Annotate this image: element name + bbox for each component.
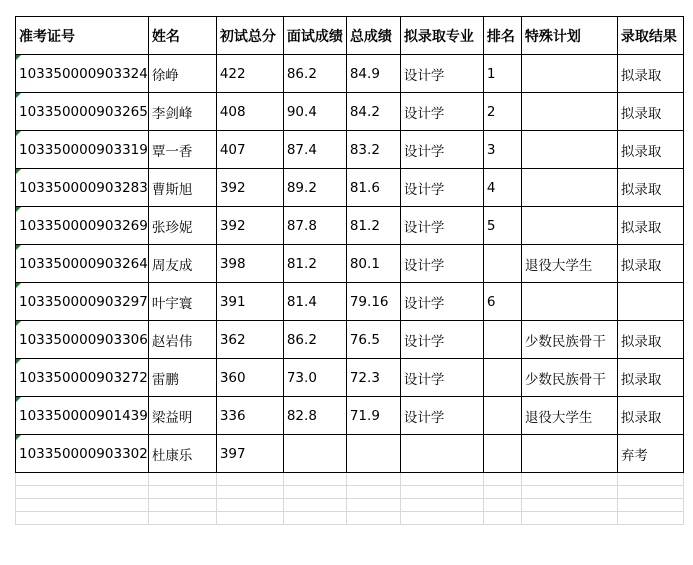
table-row xyxy=(16,435,684,473)
rank-cell[interactable] xyxy=(483,245,521,283)
header-total-score[interactable]: 总成绩 xyxy=(346,17,400,55)
interview-score-cell[interactable]: 81.4 xyxy=(283,283,346,321)
empty-cell[interactable] xyxy=(521,486,617,499)
rank-cell[interactable]: 4 xyxy=(483,169,521,207)
initial-score-cell[interactable]: 360 xyxy=(216,359,283,397)
table-row xyxy=(16,169,684,207)
empty-cell[interactable] xyxy=(283,512,346,525)
name-cell[interactable]: 杜康乐 xyxy=(148,435,216,473)
name-cell[interactable]: 徐峥 xyxy=(148,55,216,93)
interview-score-cell[interactable]: 87.4 xyxy=(283,131,346,169)
name-cell[interactable]: 张珍妮 xyxy=(148,207,216,245)
empty-cell[interactable] xyxy=(148,473,216,486)
exam-id-cell[interactable]: 103350000901439 xyxy=(16,397,149,435)
header-initial-score[interactable]: 初试总分 xyxy=(216,17,283,55)
initial-score-cell[interactable]: 392 xyxy=(216,207,283,245)
result-cell[interactable]: 拟录取 xyxy=(617,169,683,207)
special-plan-cell[interactable]: 少数民族骨干 xyxy=(521,321,617,359)
initial-score-cell[interactable]: 422 xyxy=(216,55,283,93)
interview-score-cell[interactable]: 82.8 xyxy=(283,397,346,435)
empty-cell[interactable] xyxy=(346,473,400,486)
special-plan-cell[interactable] xyxy=(521,435,617,473)
total-score-cell[interactable]: 83.2 xyxy=(346,131,400,169)
initial-score-cell[interactable]: 407 xyxy=(216,131,283,169)
table-row xyxy=(16,283,684,321)
exam-id-cell[interactable]: 103350000903272 xyxy=(16,359,149,397)
major-cell[interactable]: 设计学 xyxy=(400,283,483,321)
table-row xyxy=(16,397,684,435)
rank-cell[interactable] xyxy=(483,359,521,397)
header-rank[interactable]: 排名 xyxy=(483,17,521,55)
interview-score-cell[interactable]: 87.8 xyxy=(283,207,346,245)
result-cell[interactable]: 拟录取 xyxy=(617,321,683,359)
empty-cell[interactable] xyxy=(283,473,346,486)
empty-row xyxy=(16,499,684,512)
initial-score-cell[interactable]: 397 xyxy=(216,435,283,473)
initial-score-cell[interactable]: 391 xyxy=(216,283,283,321)
total-score-cell[interactable]: 81.6 xyxy=(346,169,400,207)
empty-cell[interactable] xyxy=(617,486,683,499)
major-cell[interactable]: 设计学 xyxy=(400,321,483,359)
exam-id-cell[interactable]: 103350000903319 xyxy=(16,131,149,169)
table-row xyxy=(16,55,684,93)
total-score-cell[interactable]: 81.2 xyxy=(346,207,400,245)
rank-cell[interactable]: 2 xyxy=(483,93,521,131)
table-row xyxy=(16,321,684,359)
header-interview-score[interactable]: 面试成绩 xyxy=(283,17,346,55)
special-plan-cell[interactable] xyxy=(521,131,617,169)
initial-score-cell[interactable]: 408 xyxy=(216,93,283,131)
exam-id-cell[interactable]: 103350000903324 xyxy=(16,55,149,93)
interview-score-cell[interactable]: 73.0 xyxy=(283,359,346,397)
empty-cell[interactable] xyxy=(16,499,149,512)
table-row xyxy=(16,93,684,131)
special-plan-cell[interactable] xyxy=(521,169,617,207)
empty-cell[interactable] xyxy=(521,473,617,486)
header-exam-id[interactable]: 准考证号 xyxy=(16,17,149,55)
major-cell[interactable]: 设计学 xyxy=(400,131,483,169)
major-cell[interactable]: 设计学 xyxy=(400,397,483,435)
rank-cell[interactable]: 1 xyxy=(483,55,521,93)
special-plan-cell[interactable]: 退役大学生 xyxy=(521,397,617,435)
result-cell[interactable]: 拟录取 xyxy=(617,55,683,93)
exam-id-cell[interactable]: 103350000903283 xyxy=(16,169,149,207)
name-cell[interactable]: 周友成 xyxy=(148,245,216,283)
table-row xyxy=(16,359,684,397)
empty-cell[interactable] xyxy=(521,499,617,512)
table-row xyxy=(16,131,684,169)
empty-cell[interactable] xyxy=(483,473,521,486)
result-cell[interactable]: 拟录取 xyxy=(617,397,683,435)
interview-score-cell[interactable]: 86.2 xyxy=(283,321,346,359)
exam-id-cell[interactable]: 103350000903302 xyxy=(16,435,149,473)
empty-row xyxy=(16,486,684,499)
special-plan-cell[interactable] xyxy=(521,283,617,321)
result-cell[interactable]: 拟录取 xyxy=(617,245,683,283)
empty-cell[interactable] xyxy=(617,512,683,525)
empty-cell[interactable] xyxy=(346,512,400,525)
empty-cell[interactable] xyxy=(216,486,283,499)
exam-id-cell[interactable]: 103350000903306 xyxy=(16,321,149,359)
empty-cell[interactable] xyxy=(16,512,149,525)
special-plan-cell[interactable]: 少数民族骨干 xyxy=(521,359,617,397)
major-cell[interactable]: 设计学 xyxy=(400,359,483,397)
empty-cell[interactable] xyxy=(400,499,483,512)
rank-cell[interactable] xyxy=(483,435,521,473)
empty-row xyxy=(16,473,684,486)
result-cell[interactable]: 拟录取 xyxy=(617,359,683,397)
empty-cell[interactable] xyxy=(400,473,483,486)
name-cell[interactable]: 雷鹏 xyxy=(148,359,216,397)
exam-id-cell[interactable]: 103350000903265 xyxy=(16,93,149,131)
empty-cell[interactable] xyxy=(216,473,283,486)
major-cell[interactable]: 设计学 xyxy=(400,93,483,131)
initial-score-cell[interactable]: 392 xyxy=(216,169,283,207)
total-score-cell[interactable]: 71.9 xyxy=(346,397,400,435)
empty-cell[interactable] xyxy=(216,512,283,525)
initial-score-cell[interactable]: 362 xyxy=(216,321,283,359)
name-cell[interactable]: 曹斯旭 xyxy=(148,169,216,207)
result-cell[interactable]: 拟录取 xyxy=(617,131,683,169)
interview-score-cell[interactable]: 89.2 xyxy=(283,169,346,207)
total-score-cell[interactable]: 76.5 xyxy=(346,321,400,359)
empty-cell[interactable] xyxy=(148,512,216,525)
table-row xyxy=(16,207,684,245)
interview-score-cell[interactable] xyxy=(283,435,346,473)
empty-cell[interactable] xyxy=(148,486,216,499)
total-score-cell[interactable]: 84.9 xyxy=(346,55,400,93)
major-cell[interactable]: 设计学 xyxy=(400,169,483,207)
exam-id-cell[interactable]: 103350000903269 xyxy=(16,207,149,245)
name-cell[interactable]: 梁益明 xyxy=(148,397,216,435)
name-cell[interactable]: 叶宇寰 xyxy=(148,283,216,321)
interview-score-cell[interactable]: 81.2 xyxy=(283,245,346,283)
empty-cell[interactable] xyxy=(216,499,283,512)
empty-cell[interactable] xyxy=(148,499,216,512)
empty-cell[interactable] xyxy=(283,486,346,499)
result-cell[interactable]: 拟录取 xyxy=(617,207,683,245)
name-cell[interactable]: 赵岩伟 xyxy=(148,321,216,359)
empty-cell[interactable] xyxy=(400,512,483,525)
header-result[interactable]: 录取结果 xyxy=(617,17,683,55)
name-cell[interactable]: 覃一香 xyxy=(148,131,216,169)
rank-cell[interactable]: 6 xyxy=(483,283,521,321)
header-major[interactable]: 拟录取专业 xyxy=(400,17,483,55)
major-cell[interactable]: 设计学 xyxy=(400,245,483,283)
empty-cell[interactable] xyxy=(617,499,683,512)
special-plan-cell[interactable] xyxy=(521,93,617,131)
total-score-cell[interactable]: 80.1 xyxy=(346,245,400,283)
major-cell[interactable]: 设计学 xyxy=(400,55,483,93)
special-plan-cell[interactable]: 退役大学生 xyxy=(521,245,617,283)
rank-cell[interactable] xyxy=(483,321,521,359)
result-cell[interactable] xyxy=(617,283,683,321)
result-cell[interactable]: 弃考 xyxy=(617,435,683,473)
empty-row xyxy=(16,512,684,525)
empty-cell[interactable] xyxy=(16,486,149,499)
header-row xyxy=(16,17,684,55)
initial-score-cell[interactable]: 336 xyxy=(216,397,283,435)
empty-cell[interactable] xyxy=(283,499,346,512)
result-cell[interactable]: 拟录取 xyxy=(617,93,683,131)
name-cell[interactable]: 李剑峰 xyxy=(148,93,216,131)
empty-cell[interactable] xyxy=(521,512,617,525)
empty-cell[interactable] xyxy=(400,486,483,499)
total-score-cell[interactable] xyxy=(346,435,400,473)
rank-cell[interactable] xyxy=(483,397,521,435)
empty-cell[interactable] xyxy=(346,486,400,499)
special-plan-cell[interactable] xyxy=(521,207,617,245)
admission-table xyxy=(15,16,684,525)
empty-cell[interactable] xyxy=(483,499,521,512)
interview-score-cell[interactable]: 86.2 xyxy=(283,55,346,93)
major-cell[interactable]: 设计学 xyxy=(400,207,483,245)
special-plan-cell[interactable] xyxy=(521,55,617,93)
header-name[interactable]: 姓名 xyxy=(148,17,216,55)
empty-cell[interactable] xyxy=(346,499,400,512)
header-special-plan[interactable]: 特殊计划 xyxy=(521,17,617,55)
total-score-cell[interactable]: 79.16 xyxy=(346,283,400,321)
table-row xyxy=(16,245,684,283)
rank-cell[interactable]: 5 xyxy=(483,207,521,245)
initial-score-cell[interactable]: 398 xyxy=(216,245,283,283)
empty-cell[interactable] xyxy=(617,473,683,486)
empty-cell[interactable] xyxy=(483,486,521,499)
total-score-cell[interactable]: 72.3 xyxy=(346,359,400,397)
exam-id-cell[interactable]: 103350000903297 xyxy=(16,283,149,321)
empty-cell[interactable] xyxy=(16,473,149,486)
interview-score-cell[interactable]: 90.4 xyxy=(283,93,346,131)
empty-cell[interactable] xyxy=(483,512,521,525)
exam-id-cell[interactable]: 103350000903264 xyxy=(16,245,149,283)
major-cell[interactable] xyxy=(400,435,483,473)
total-score-cell[interactable]: 84.2 xyxy=(346,93,400,131)
rank-cell[interactable]: 3 xyxy=(483,131,521,169)
